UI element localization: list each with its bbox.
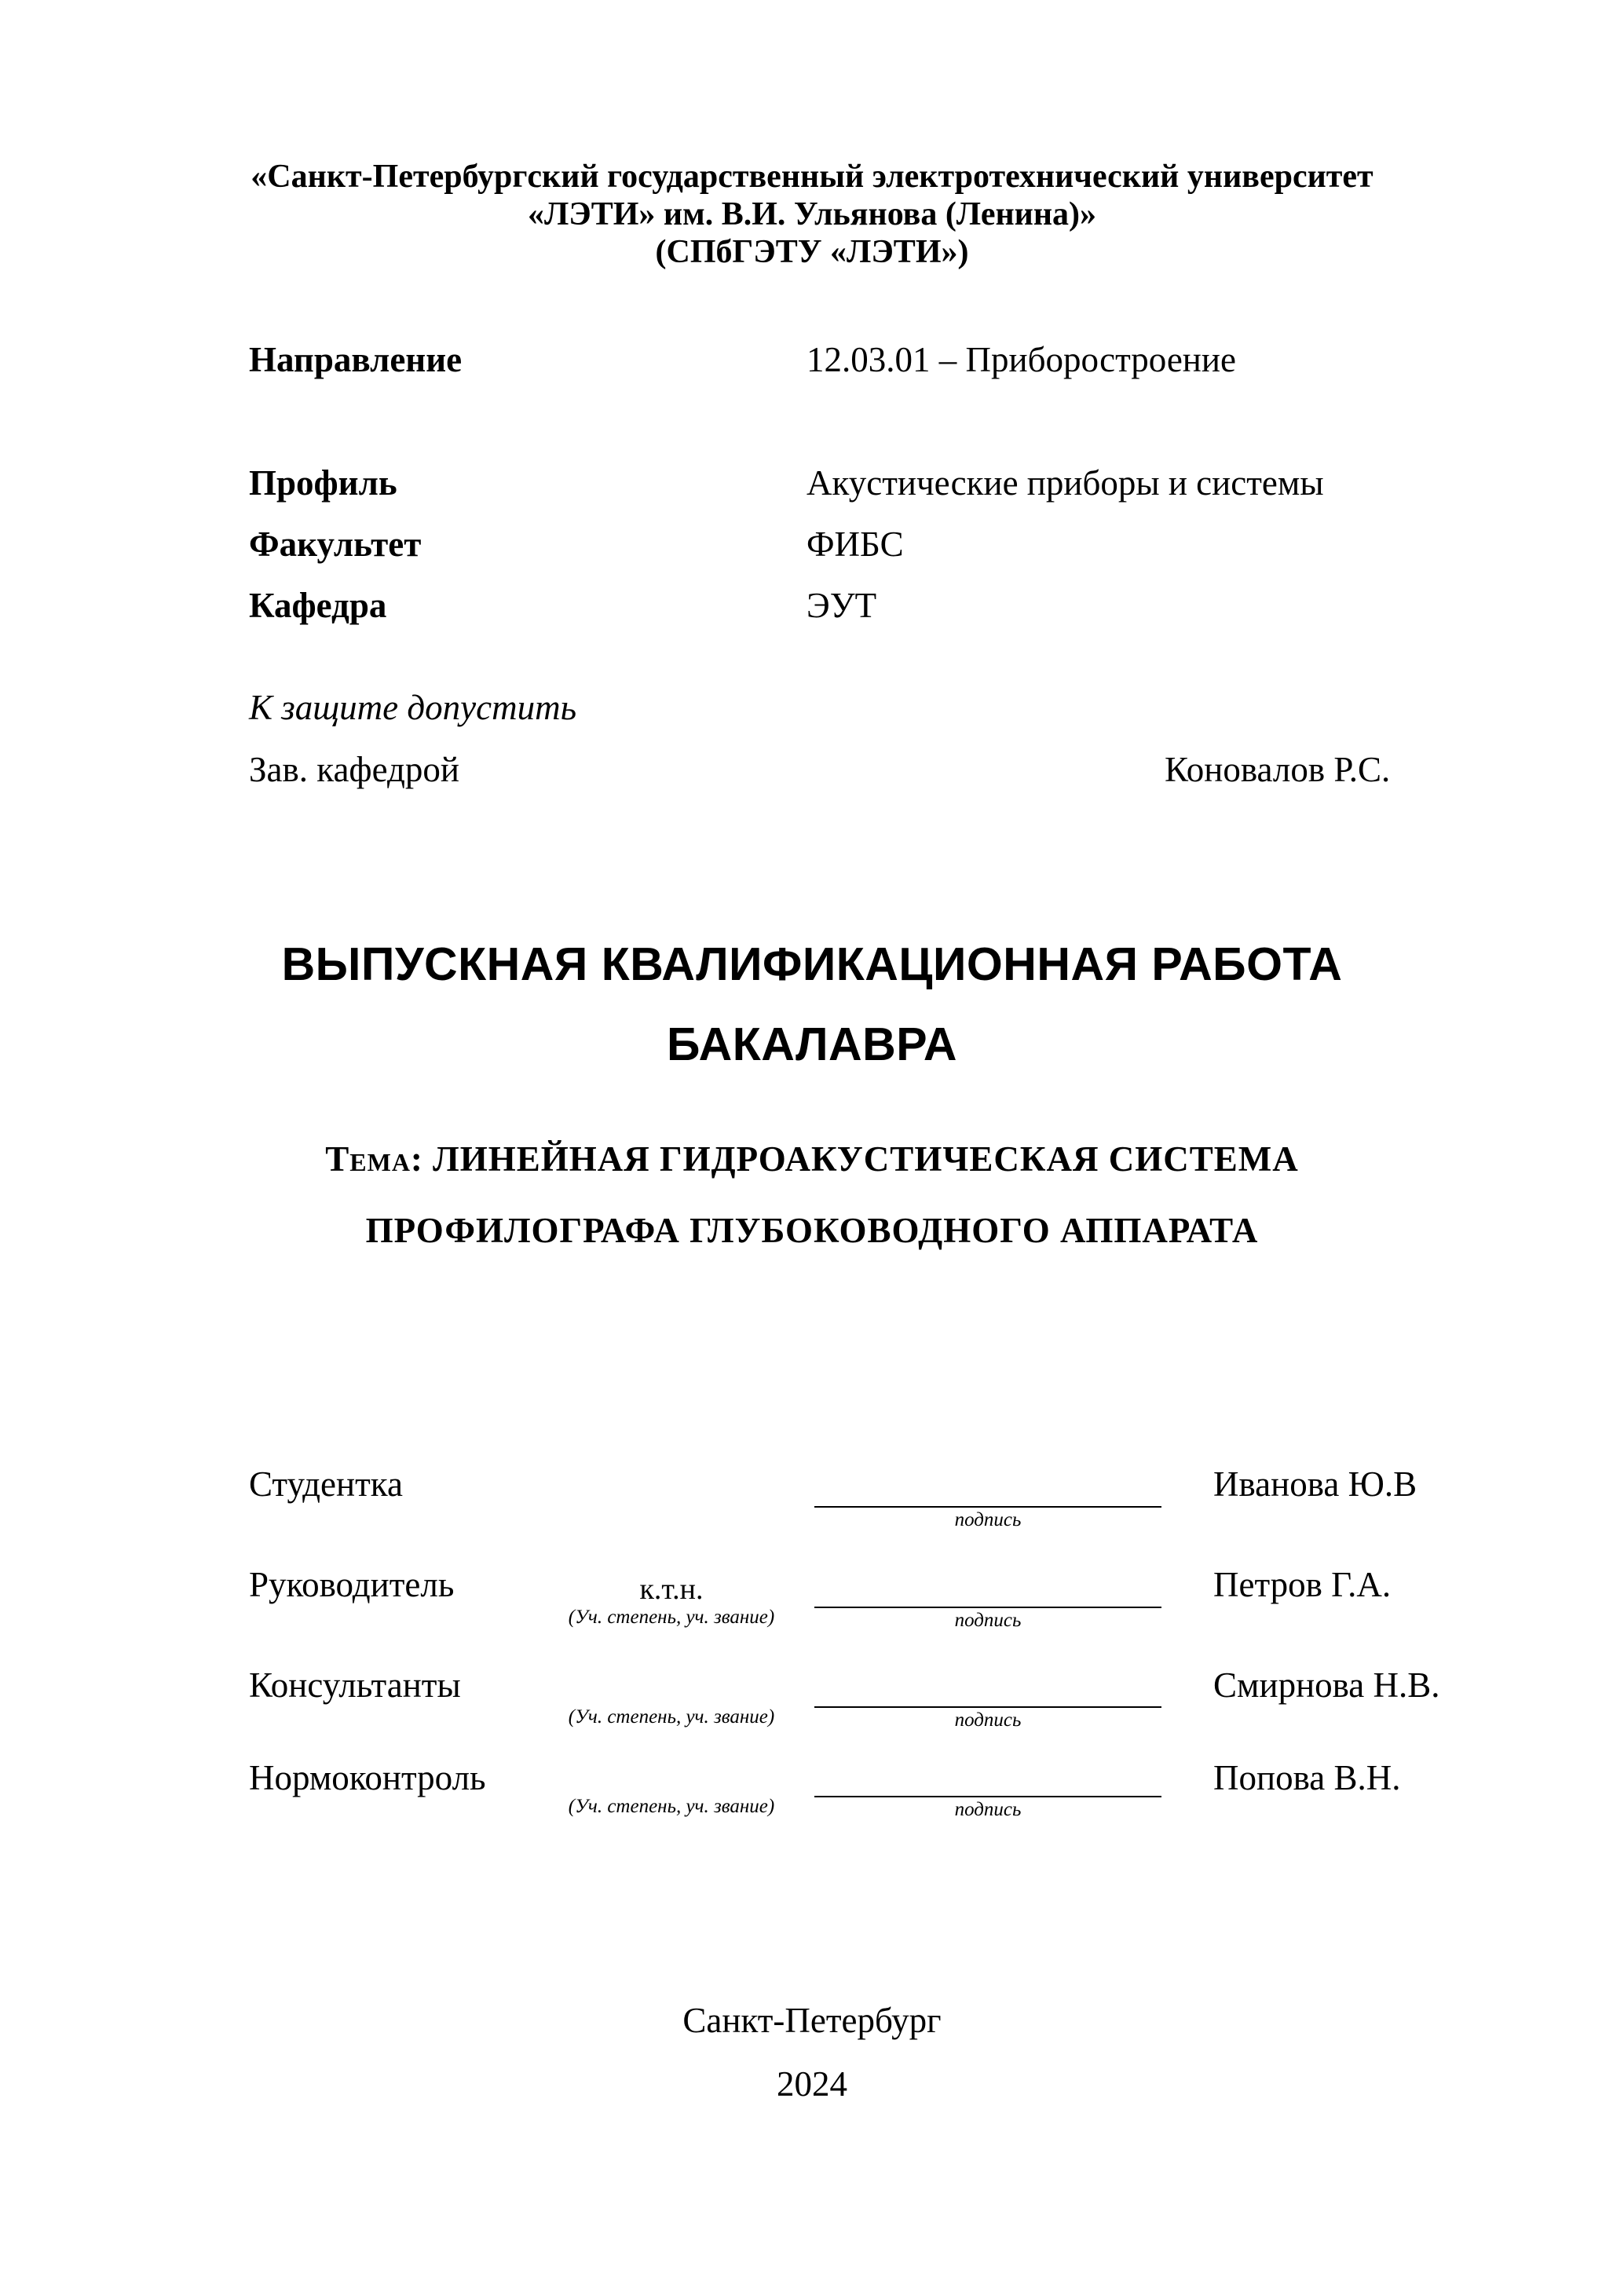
- normcontrol-name: Попова В.Н.: [1213, 1758, 1401, 1797]
- university-abbreviation: (СПбГЭТУ «ЛЭТИ»): [655, 234, 969, 270]
- faculty-value: ФИБС: [807, 525, 904, 564]
- supervisor-signature-caption: подпись: [954, 1610, 1022, 1631]
- faculty-label: Факультет: [249, 525, 422, 564]
- supervisor-degree-caption: (Уч. степень, уч. звание): [568, 1607, 775, 1628]
- profile-value: Акустические приборы и системы: [807, 463, 1324, 503]
- normcontrol-degree-caption: (Уч. степень, уч. звание): [568, 1796, 775, 1817]
- head-of-department-label: Зав. кафедрой: [249, 750, 459, 789]
- profile-label: Профиль: [249, 463, 397, 503]
- supervisor-signature-line: [814, 1607, 1161, 1608]
- direction-value: 12.03.01 – Приборостроение: [807, 340, 1236, 379]
- university-name-line2: «ЛЭТИ» им. В.И. Ульянова (Ленина)»: [527, 196, 1097, 232]
- direction-label: Направление: [249, 340, 463, 379]
- head-of-department-name: Коновалов Р.С.: [1165, 750, 1391, 789]
- work-title-line2: БАКАЛАВРА: [667, 1018, 957, 1070]
- admission-title: К защите допустить: [249, 688, 577, 727]
- consultants-signature-line: [814, 1706, 1161, 1708]
- consultants-label: Консультанты: [249, 1665, 461, 1705]
- year: 2024: [777, 2064, 847, 2104]
- university-name-line1: «Санкт-Петербургский государственный электротехнический университет: [251, 159, 1373, 195]
- work-title-line1: ВЫПУСКНАЯ КВАЛИФИКАЦИОННАЯ РАБОТА: [281, 938, 1343, 990]
- normcontrol-signature-line: [814, 1796, 1161, 1797]
- supervisor-degree: к.т.н.: [639, 1573, 704, 1606]
- department-value: ЭУТ: [807, 586, 877, 625]
- topic-prefix: Тема:: [325, 1139, 423, 1179]
- department-label: Кафедра: [249, 586, 387, 625]
- normcontrol-signature-caption: подпись: [954, 1799, 1022, 1820]
- student-signature-line: [814, 1506, 1161, 1508]
- normcontrol-label: Нормоконтроль: [249, 1758, 486, 1797]
- student-label: Студентка: [249, 1464, 403, 1504]
- supervisor-label: Руководитель: [249, 1565, 455, 1604]
- consultants-signature-caption: подпись: [954, 1709, 1022, 1731]
- student-signature-caption: подпись: [954, 1509, 1022, 1530]
- consultants-degree-caption: (Уч. степень, уч. звание): [568, 1706, 775, 1727]
- consultants-name: Смирнова Н.В.: [1213, 1665, 1440, 1705]
- topic-line1: [0, 1139, 1624, 1179]
- topic-text-line2: ПРОФИЛОГРАФА ГЛУБОКОВОДНОГО АППАРАТА: [365, 1211, 1259, 1250]
- student-name: Иванова Ю.В: [1213, 1464, 1417, 1504]
- supervisor-name: Петров Г.А.: [1213, 1565, 1392, 1604]
- city: Санкт-Петербург: [682, 2001, 942, 2040]
- topic-text-line1: ЛИНЕЙНАЯ ГИДРОАКУСТИЧЕСКАЯ СИСТЕМА: [433, 1139, 1299, 1179]
